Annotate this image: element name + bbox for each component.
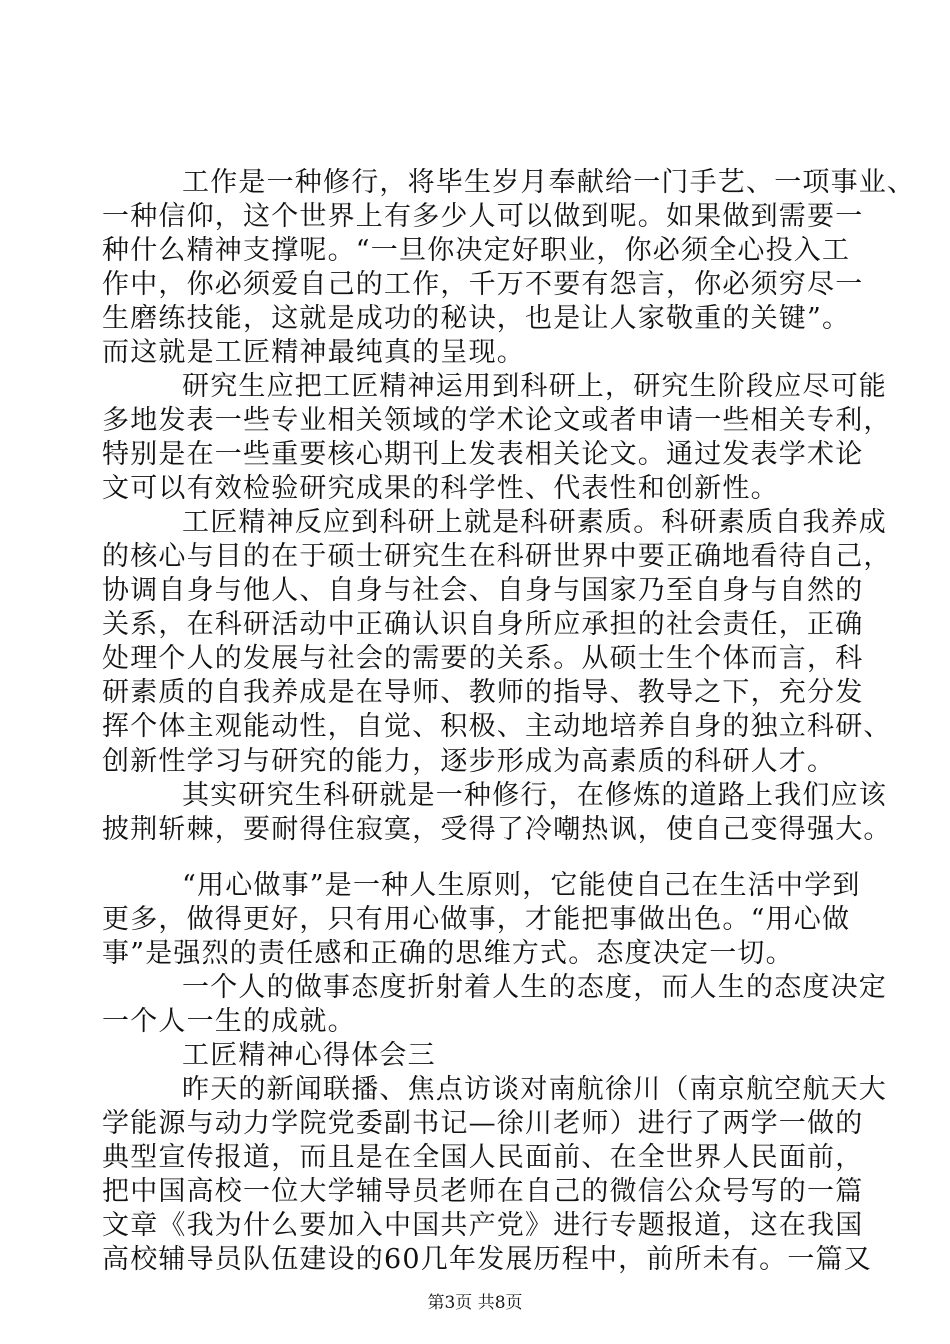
text-line: 学能源与动力学院党委副书记—徐川老师）进行了两学一做的 [102, 1108, 864, 1139]
text-line: “用心做事”是一种人生原则，它能使自己在生活中学到 [182, 870, 861, 901]
text-line: 种什么精神支撑呢。“一旦你决定好职业，你必须全心投入工 [102, 235, 851, 266]
text-line: 一个人一生的成就。 [102, 1006, 356, 1037]
text-line: 昨天的新闻联播、焦点访谈对南航徐川（南京航空航天大 [182, 1074, 887, 1105]
text-line: 创新性学习与研究的能力，逐步形成为高素质的科研人才。 [102, 746, 836, 777]
text-line: 披荆斩棘，要耐得住寂寞，受得了冷嘲热讽，使自己变得强大。 [102, 814, 892, 845]
page-footer: 第3页 共8页 [427, 1293, 523, 1313]
text-line: 研素质的自我养成是在导师、教师的指导、教导之下，充分发 [102, 677, 864, 708]
text-line: 特别是在一些重要核心期刊上发表相关论文。通过发表学术论 [102, 439, 864, 470]
text-line: 文章《我为什么要加入中国共产党》进行专题报道，这在我国 [102, 1210, 864, 1241]
text-line: 生磨练技能，这就是成功的秘诀，也是让人家敬重的关键”。 [102, 303, 851, 334]
text-line: 处理个人的发展与社会的需要的关系。从硕士生个体而言，科 [102, 643, 864, 674]
text-line: 挥个体主观能动性，自觉、积极、主动地培养自身的独立科研、 [102, 711, 892, 742]
text-line: 的核心与目的在于硕士研究生在科研世界中要正确地看待自己， [102, 541, 892, 572]
text-line: 文可以有效检验研究成果的科学性、代表性和创新性。 [102, 473, 779, 504]
text-line: 一种信仰，这个世界上有多少人可以做到呢。如果做到需要一 [102, 201, 864, 232]
text-line: 一个人的做事态度折射着人生的态度，而人生的态度决定 [182, 972, 887, 1003]
text-line: 工匠精神反应到科研上就是科研素质。科研素质自我养成 [182, 507, 887, 538]
text-line: 其实研究生科研就是一种修行，在修炼的道路上我们应该 [182, 780, 887, 811]
text-line: 关系，在科研活动中正确认识自身所应承担的社会责任，正确 [102, 609, 864, 640]
text-line: 把中国高校一位大学辅导员老师在自己的微信公众号写的一篇 [102, 1176, 864, 1207]
text-line: 多地发表一些专业相关领域的学术论文或者申请一些相关专利， [102, 405, 892, 436]
text-line: 更多，做得更好，只有用心做事，才能把事做出色。“用心做 [102, 904, 851, 935]
text-line: 高校辅导员队伍建设的60几年发展历程中，前所未有。一篇又 [102, 1244, 872, 1275]
text-line: 典型宣传报道，而且是在全国人民面前、在全世界人民面前， [102, 1142, 864, 1173]
text-line: 事”是强烈的责任感和正确的思维方式。态度决定一切。 [102, 938, 794, 969]
text-line: 工匠精神心得体会三 [182, 1040, 436, 1071]
text-line: 协调自身与他人、自身与社会、自身与国家乃至自身与自然的 [102, 575, 864, 606]
text-line: 而这就是工匠精神最纯真的呈现。 [102, 337, 525, 368]
text-line: 研究生应把工匠精神运用到科研上，研究生阶段应尽可能 [182, 371, 887, 402]
text-line: 工作是一种修行，将毕生岁月奉献给一门手艺、一项事业、 [182, 167, 916, 198]
text-line: 作中，你必须爱自己的工作，千万不要有怨言，你必须穷尽一 [102, 269, 864, 300]
